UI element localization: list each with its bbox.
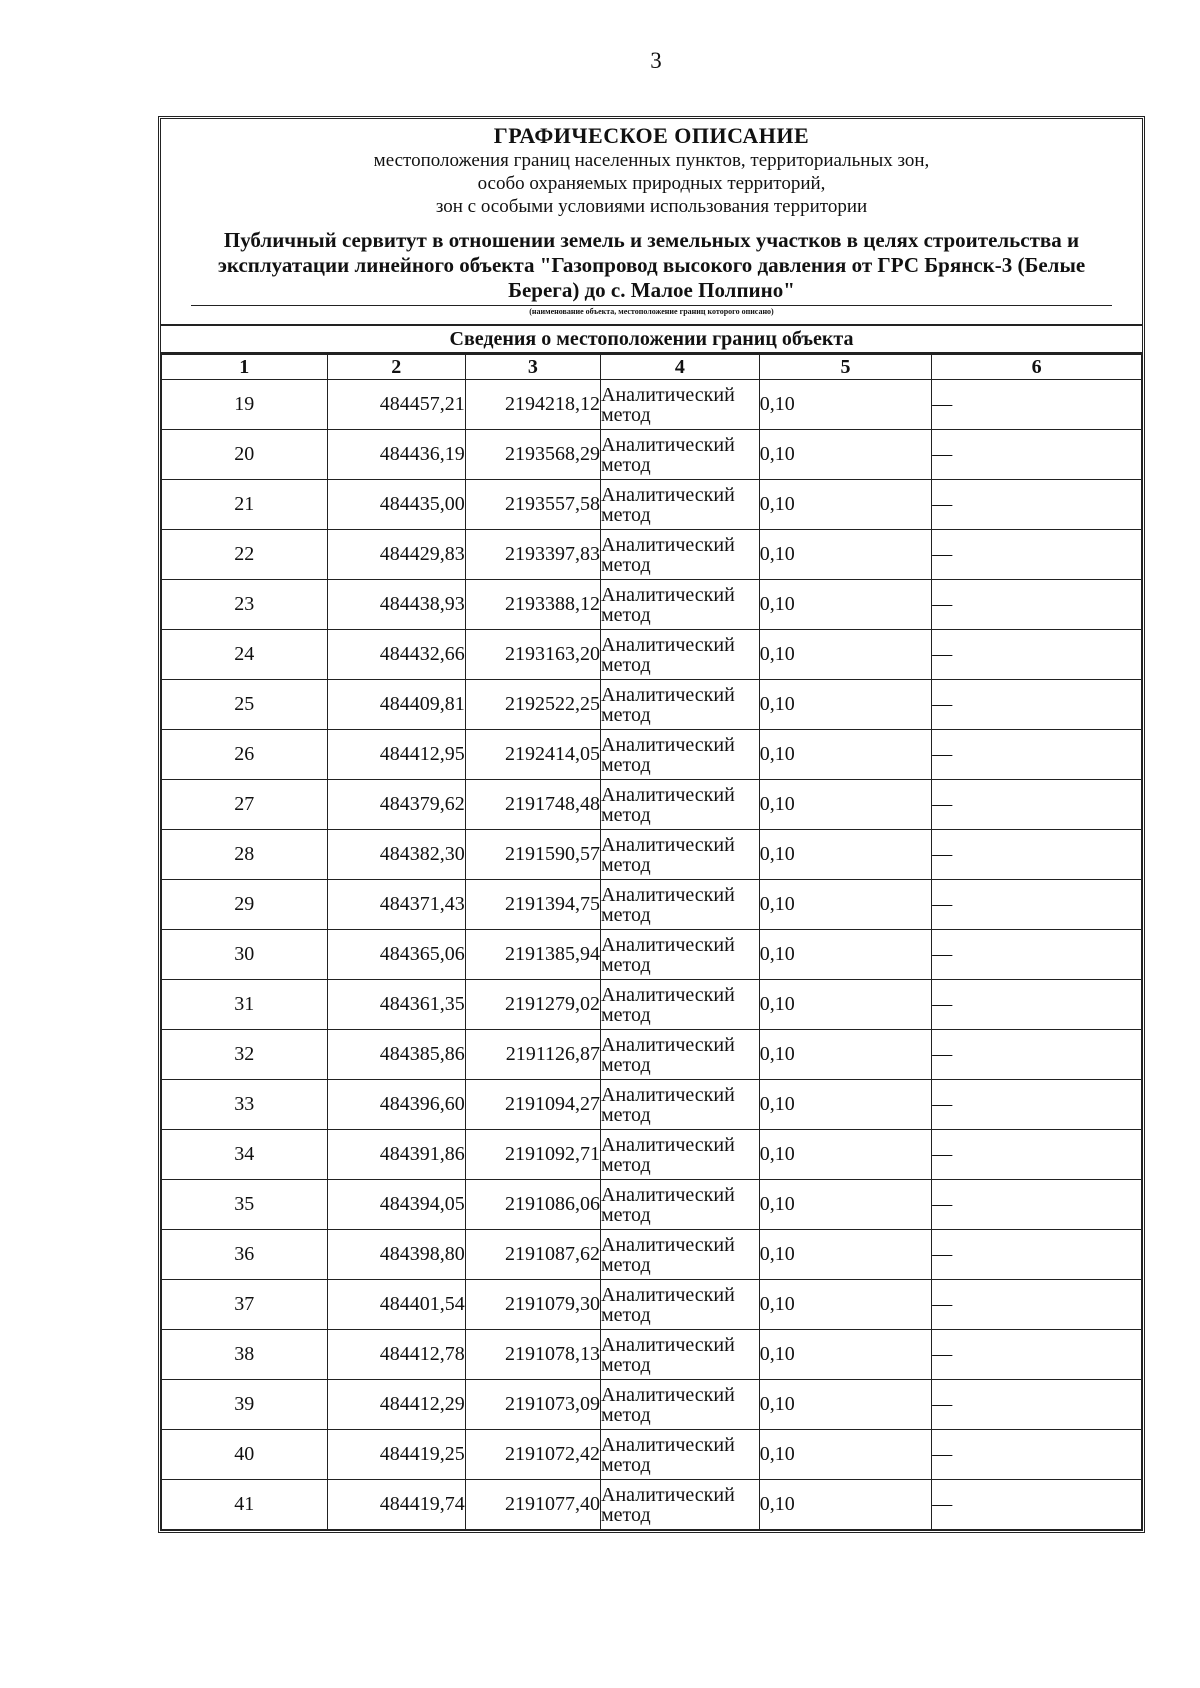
method-cell: Аналитический метод (601, 830, 760, 880)
y-coordinate-cell: 2191385,94 (465, 930, 600, 980)
table-header-row (162, 355, 1142, 380)
note-cell: — (932, 1030, 1142, 1080)
accuracy-cell: 0,10 (759, 1180, 931, 1230)
note-cell: — (932, 680, 1142, 730)
section-title: Сведения о местоположении границ объекта (161, 326, 1142, 354)
table-row (162, 480, 1142, 530)
table-row (162, 630, 1142, 680)
table-row (162, 1330, 1142, 1380)
table-row (162, 380, 1142, 430)
x-coordinate-cell: 484419,25 (327, 1430, 465, 1480)
point-number-cell: 37 (162, 1280, 328, 1330)
note-cell: — (932, 930, 1142, 980)
method-cell: Аналитический метод (601, 680, 760, 730)
x-coordinate-cell: 484438,93 (327, 580, 465, 630)
point-number-cell: 22 (162, 530, 328, 580)
x-coordinate-cell: 484409,81 (327, 680, 465, 730)
document-frame (158, 116, 1145, 1533)
table-row (162, 1230, 1142, 1280)
y-coordinate-cell: 2191073,09 (465, 1380, 600, 1430)
point-number-cell: 25 (162, 680, 328, 730)
object-name-line: Публичный сервитут в отношении земель и земельных участков в целях строительства и (223, 228, 1080, 252)
x-coordinate-cell: 484385,86 (327, 1030, 465, 1080)
point-number-cell: 20 (162, 430, 328, 480)
accuracy-cell: 0,10 (759, 1230, 931, 1280)
note-cell: — (932, 1480, 1142, 1530)
y-coordinate-cell: 2193568,29 (465, 430, 600, 480)
column-header: 3 (465, 355, 600, 380)
table-body (162, 380, 1142, 1530)
point-number-cell: 38 (162, 1330, 328, 1380)
note-cell: — (932, 630, 1142, 680)
note-cell: — (932, 1080, 1142, 1130)
y-coordinate-cell: 2193388,12 (465, 580, 600, 630)
table-row (162, 530, 1142, 580)
method-cell: Аналитический метод (601, 1230, 760, 1280)
point-number-cell: 21 (162, 480, 328, 530)
column-header: 4 (601, 355, 760, 380)
coordinates-table (161, 354, 1142, 1530)
note-cell: — (932, 1180, 1142, 1230)
subtitle-line: местоположения границ населенных пунктов, территориальных зон, (373, 150, 930, 171)
point-number-cell: 31 (162, 980, 328, 1030)
point-number-cell: 41 (162, 1480, 328, 1530)
y-coordinate-cell: 2193163,20 (465, 630, 600, 680)
point-number-cell: 34 (162, 1130, 328, 1180)
note-cell: — (932, 730, 1142, 780)
point-number-cell: 29 (162, 880, 328, 930)
x-coordinate-cell: 484401,54 (327, 1280, 465, 1330)
method-cell: Аналитический метод (601, 1380, 760, 1430)
subtitle-line: зон с особыми условиями использования территории (435, 196, 868, 217)
method-cell: Аналитический метод (601, 480, 760, 530)
accuracy-cell: 0,10 (759, 1380, 931, 1430)
accuracy-cell: 0,10 (759, 830, 931, 880)
accuracy-cell: 0,10 (759, 980, 931, 1030)
table-row (162, 1080, 1142, 1130)
method-cell: Аналитический метод (601, 1330, 760, 1380)
column-header: 5 (759, 355, 931, 380)
y-coordinate-cell: 2191092,71 (465, 1130, 600, 1180)
x-coordinate-cell: 484419,74 (327, 1480, 465, 1530)
y-coordinate-cell: 2191072,42 (465, 1430, 600, 1480)
y-coordinate-cell: 2191394,75 (465, 880, 600, 930)
table-row (162, 1130, 1142, 1180)
method-cell: Аналитический метод (601, 1480, 760, 1530)
x-coordinate-cell: 484396,60 (327, 1080, 465, 1130)
object-name-line: эксплуатации линейного объекта "Газопровод высокого давления от ГРС Брянск-3 (Белые (217, 253, 1086, 277)
method-cell: Аналитический метод (601, 880, 760, 930)
note-cell: — (932, 1430, 1142, 1480)
x-coordinate-cell: 484391,86 (327, 1130, 465, 1180)
document-header (161, 119, 1142, 326)
method-cell: Аналитический метод (601, 1180, 760, 1230)
method-cell: Аналитический метод (601, 930, 760, 980)
method-cell: Аналитический метод (601, 1130, 760, 1180)
table-row (162, 680, 1142, 730)
table-row (162, 1180, 1142, 1230)
y-coordinate-cell: 2191126,87 (465, 1030, 600, 1080)
note-cell: — (932, 1230, 1142, 1280)
method-cell: Аналитический метод (601, 580, 760, 630)
note-cell: — (932, 380, 1142, 430)
table-row (162, 1430, 1142, 1480)
table-row (162, 1030, 1142, 1080)
x-coordinate-cell: 484412,78 (327, 1330, 465, 1380)
page-number: 3 (650, 48, 662, 73)
y-coordinate-cell: 2192522,25 (465, 680, 600, 730)
x-coordinate-cell: 484412,95 (327, 730, 465, 780)
x-coordinate-cell: 484435,00 (327, 480, 465, 530)
x-coordinate-cell: 484394,05 (327, 1180, 465, 1230)
method-cell: Аналитический метод (601, 630, 760, 680)
accuracy-cell: 0,10 (759, 680, 931, 730)
accuracy-cell: 0,10 (759, 580, 931, 630)
object-name-caption: (наименование объекта, местоположение границ которого описано) (529, 307, 774, 316)
y-coordinate-cell: 2193557,58 (465, 480, 600, 530)
x-coordinate-cell: 484412,29 (327, 1380, 465, 1430)
note-cell: — (932, 780, 1142, 830)
accuracy-cell: 0,10 (759, 1030, 931, 1080)
note-cell: — (932, 980, 1142, 1030)
note-cell: — (932, 430, 1142, 480)
accuracy-cell: 0,10 (759, 480, 931, 530)
document-title: ГРАФИЧЕСКОЕ ОПИСАНИЕ (493, 123, 810, 148)
y-coordinate-cell: 2191094,27 (465, 1080, 600, 1130)
point-number-cell: 36 (162, 1230, 328, 1280)
table-row (162, 1380, 1142, 1430)
accuracy-cell: 0,10 (759, 1330, 931, 1380)
x-coordinate-cell: 484429,83 (327, 530, 465, 580)
method-cell: Аналитический метод (601, 730, 760, 780)
table-row (162, 880, 1142, 930)
note-cell: — (932, 580, 1142, 630)
column-header: 1 (162, 355, 328, 380)
x-coordinate-cell: 484382,30 (327, 830, 465, 880)
x-coordinate-cell: 484432,66 (327, 630, 465, 680)
accuracy-cell: 0,10 (759, 930, 931, 980)
point-number-cell: 27 (162, 780, 328, 830)
method-cell: Аналитический метод (601, 530, 760, 580)
accuracy-cell: 0,10 (759, 880, 931, 930)
x-coordinate-cell: 484457,21 (327, 380, 465, 430)
point-number-cell: 39 (162, 1380, 328, 1430)
table-row (162, 930, 1142, 980)
x-coordinate-cell: 484361,35 (327, 980, 465, 1030)
y-coordinate-cell: 2191087,62 (465, 1230, 600, 1280)
accuracy-cell: 0,10 (759, 1130, 931, 1180)
point-number-cell: 26 (162, 730, 328, 780)
point-number-cell: 23 (162, 580, 328, 630)
table-row (162, 580, 1142, 630)
accuracy-cell: 0,10 (759, 1430, 931, 1480)
subtitle-line: особо охраняемых природных территорий, (477, 173, 826, 194)
accuracy-cell: 0,10 (759, 1480, 931, 1530)
method-cell: Аналитический метод (601, 980, 760, 1030)
column-header: 2 (327, 355, 465, 380)
y-coordinate-cell: 2191748,48 (465, 780, 600, 830)
y-coordinate-cell: 2192414,05 (465, 730, 600, 780)
point-number-cell: 28 (162, 830, 328, 880)
table-row (162, 1280, 1142, 1330)
method-cell: Аналитический метод (601, 380, 760, 430)
object-name (171, 228, 1132, 303)
point-number-cell: 30 (162, 930, 328, 980)
x-coordinate-cell: 484379,62 (327, 780, 465, 830)
x-coordinate-cell: 484436,19 (327, 430, 465, 480)
point-number-cell: 24 (162, 630, 328, 680)
note-cell: — (932, 1130, 1142, 1180)
method-cell: Аналитический метод (601, 1280, 760, 1330)
y-coordinate-cell: 2191079,30 (465, 1280, 600, 1330)
point-number-cell: 35 (162, 1180, 328, 1230)
table-row (162, 430, 1142, 480)
table-row (162, 1480, 1142, 1530)
y-coordinate-cell: 2191279,02 (465, 980, 600, 1030)
note-cell: — (932, 830, 1142, 880)
table-row (162, 830, 1142, 880)
point-number-cell: 40 (162, 1430, 328, 1480)
x-coordinate-cell: 484365,06 (327, 930, 465, 980)
note-cell: — (932, 480, 1142, 530)
y-coordinate-cell: 2191078,13 (465, 1330, 600, 1380)
accuracy-cell: 0,10 (759, 730, 931, 780)
note-cell: — (932, 880, 1142, 930)
x-coordinate-cell: 484398,80 (327, 1230, 465, 1280)
point-number-cell: 19 (162, 380, 328, 430)
accuracy-cell: 0,10 (759, 1280, 931, 1330)
note-cell: — (932, 1280, 1142, 1330)
y-coordinate-cell: 2191086,06 (465, 1180, 600, 1230)
accuracy-cell: 0,10 (759, 780, 931, 830)
object-name-line: Берега) до с. Малое Полпино" (508, 278, 795, 302)
column-header: 6 (932, 355, 1142, 380)
table-row (162, 730, 1142, 780)
y-coordinate-cell: 2193397,83 (465, 530, 600, 580)
y-coordinate-cell: 2194218,12 (465, 380, 600, 430)
method-cell: Аналитический метод (601, 1430, 760, 1480)
accuracy-cell: 0,10 (759, 430, 931, 480)
method-cell: Аналитический метод (601, 1080, 760, 1130)
method-cell: Аналитический метод (601, 780, 760, 830)
note-cell: — (932, 530, 1142, 580)
accuracy-cell: 0,10 (759, 1080, 931, 1130)
method-cell: Аналитический метод (601, 1030, 760, 1080)
point-number-cell: 33 (162, 1080, 328, 1130)
x-coordinate-cell: 484371,43 (327, 880, 465, 930)
y-coordinate-cell: 2191590,57 (465, 830, 600, 880)
accuracy-cell: 0,10 (759, 530, 931, 580)
accuracy-cell: 0,10 (759, 630, 931, 680)
table-row (162, 980, 1142, 1030)
note-cell: — (932, 1330, 1142, 1380)
y-coordinate-cell: 2191077,40 (465, 1480, 600, 1530)
point-number-cell: 32 (162, 1030, 328, 1080)
accuracy-cell: 0,10 (759, 380, 931, 430)
table-row (162, 780, 1142, 830)
method-cell: Аналитический метод (601, 430, 760, 480)
note-cell: — (932, 1380, 1142, 1430)
